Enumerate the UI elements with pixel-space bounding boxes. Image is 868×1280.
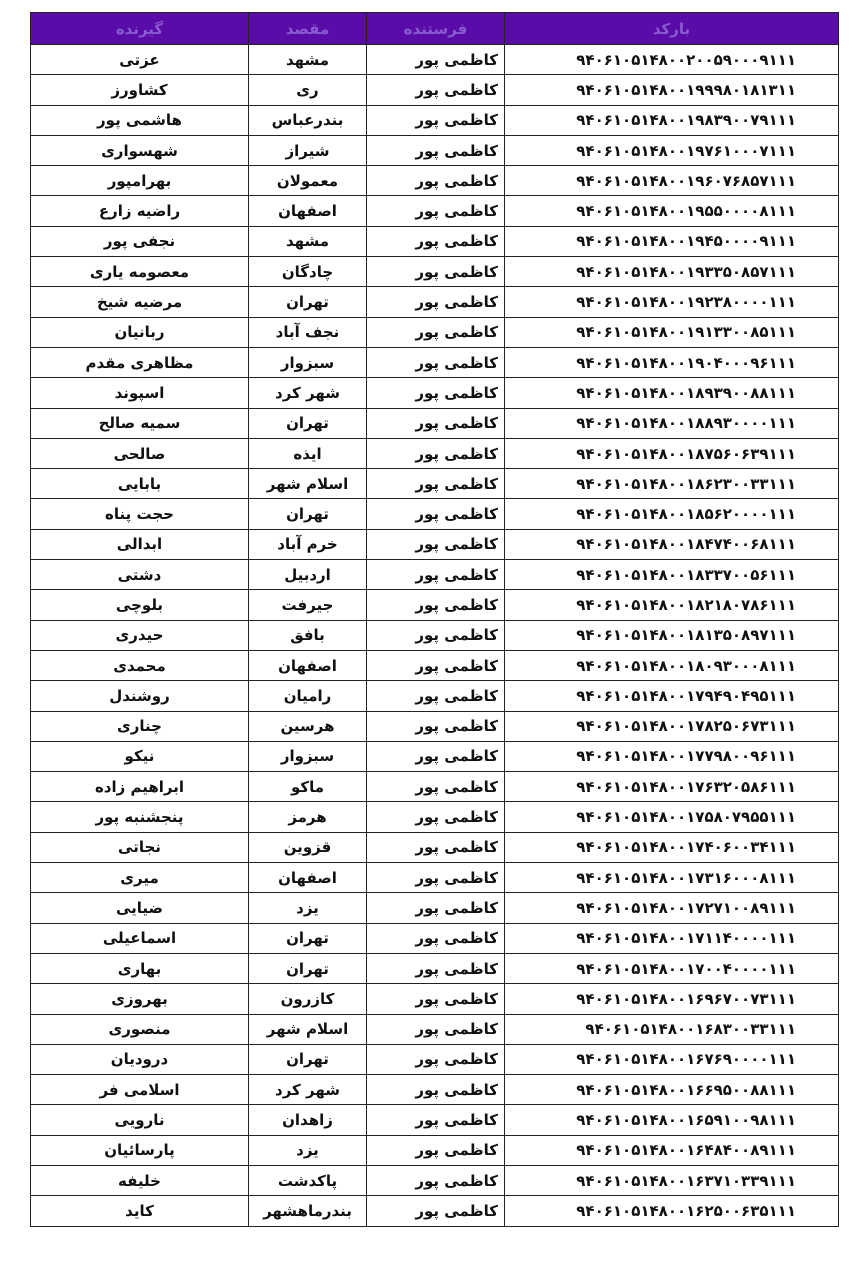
barcode-cell: ۹۴۰۶۱۰۵۱۴۸۰۰۱۸۰۹۳۰۰۰۸۱۱۱	[505, 650, 839, 680]
receiver-cell: مظاهری مقدم	[31, 347, 249, 377]
receiver-cell: روشندل	[31, 681, 249, 711]
destination-cell: بندرماهشهر	[249, 1196, 367, 1226]
table-row	[31, 711, 839, 741]
destination-cell: اردبیل	[249, 560, 367, 590]
destination-cell: اسلام شهر	[249, 469, 367, 499]
receiver-cell: راضیه زارع	[31, 196, 249, 226]
barcode-cell: ۹۴۰۶۱۰۵۱۴۸۰۰۱۶۸۳۰۰۳۳۱۱۱	[505, 1014, 839, 1044]
receiver-cell: سمیه صالح	[31, 408, 249, 438]
header-barcode: بارکد	[505, 13, 839, 45]
destination-cell: مشهد	[249, 45, 367, 75]
barcode-cell: ۹۴۰۶۱۰۵۱۴۸۰۰۱۹۵۵۰۰۰۰۸۱۱۱	[505, 196, 839, 226]
table-row	[31, 166, 839, 196]
barcode-cell: ۹۴۰۶۱۰۵۱۴۸۰۰۱۷۷۹۸۰۰۹۶۱۱۱	[505, 741, 839, 771]
sender-cell: کاظمی پور	[367, 257, 505, 287]
barcode-cell: ۹۴۰۶۱۰۵۱۴۸۰۰۱۹۹۹۸۰۱۸۱۳۱۱	[505, 75, 839, 105]
barcode-cell: ۹۴۰۶۱۰۵۱۴۸۰۰۱۸۷۵۶۰۶۳۹۱۱۱	[505, 438, 839, 468]
table-row	[31, 378, 839, 408]
destination-cell: چادگان	[249, 257, 367, 287]
sender-cell: کاظمی پور	[367, 105, 505, 135]
receiver-cell: هاشمی پور	[31, 105, 249, 135]
table-row	[31, 1105, 839, 1135]
receiver-cell: درودیان	[31, 1044, 249, 1074]
table-row	[31, 1014, 839, 1044]
sender-cell: کاظمی پور	[367, 711, 505, 741]
table-row	[31, 772, 839, 802]
receiver-cell: حجت پناه	[31, 499, 249, 529]
receiver-cell: شهسواری	[31, 135, 249, 165]
shipment-sheet	[30, 12, 838, 1227]
sender-cell: کاظمی پور	[367, 923, 505, 953]
sender-cell: کاظمی پور	[367, 1135, 505, 1165]
receiver-cell: بابایی	[31, 469, 249, 499]
barcode-cell: ۹۴۰۶۱۰۵۱۴۸۰۰۱۸۶۲۳۰۰۳۳۱۱۱	[505, 469, 839, 499]
destination-cell: تهران	[249, 1044, 367, 1074]
receiver-cell: پنجشنبه پور	[31, 802, 249, 832]
receiver-cell: نجاتی	[31, 832, 249, 862]
barcode-cell: ۹۴۰۶۱۰۵۱۴۸۰۰۱۶۵۹۱۰۰۹۸۱۱۱	[505, 1105, 839, 1135]
destination-cell: سبزوار	[249, 347, 367, 377]
destination-cell: تهران	[249, 499, 367, 529]
receiver-cell: نارویی	[31, 1105, 249, 1135]
destination-cell: تهران	[249, 287, 367, 317]
header-sender: فرستنده	[367, 13, 505, 45]
destination-cell: سبزوار	[249, 741, 367, 771]
barcode-cell: ۹۴۰۶۱۰۵۱۴۸۰۰۱۹۸۳۹۰۰۷۹۱۱۱	[505, 105, 839, 135]
receiver-cell: نیکو	[31, 741, 249, 771]
table-row	[31, 1075, 839, 1105]
table-row	[31, 347, 839, 377]
destination-cell: معمولان	[249, 166, 367, 196]
destination-cell: مشهد	[249, 226, 367, 256]
header-destination: مقصد	[249, 13, 367, 45]
barcode-cell: ۹۴۰۶۱۰۵۱۴۸۰۰۱۶۳۷۱۰۳۳۹۱۱۱	[505, 1165, 839, 1195]
table-row	[31, 650, 839, 680]
destination-cell: زاهدان	[249, 1105, 367, 1135]
receiver-cell: اسلامی فر	[31, 1075, 249, 1105]
destination-cell: تهران	[249, 923, 367, 953]
destination-cell: بافق	[249, 620, 367, 650]
barcode-cell: ۹۴۰۶۱۰۵۱۴۸۰۰۱۶۷۶۹۰۰۰۰۱۱۱	[505, 1044, 839, 1074]
receiver-cell: مرضیه شیخ	[31, 287, 249, 317]
sender-cell: کاظمی پور	[367, 529, 505, 559]
destination-cell: بندرعباس	[249, 105, 367, 135]
receiver-cell: عزتی	[31, 45, 249, 75]
barcode-cell: ۹۴۰۶۱۰۵۱۴۸۰۰۱۸۱۳۵۰۸۹۷۱۱۱	[505, 620, 839, 650]
table-row	[31, 1196, 839, 1226]
barcode-cell: ۹۴۰۶۱۰۵۱۴۸۰۰۱۷۴۰۶۰۰۳۴۱۱۱	[505, 832, 839, 862]
sender-cell: کاظمی پور	[367, 347, 505, 377]
sender-cell: کاظمی پور	[367, 650, 505, 680]
sender-cell: کاظمی پور	[367, 75, 505, 105]
barcode-cell: ۹۴۰۶۱۰۵۱۴۸۰۰۱۷۶۳۲۰۵۸۶۱۱۱	[505, 772, 839, 802]
table-row	[31, 802, 839, 832]
table-row	[31, 408, 839, 438]
sender-cell: کاظمی پور	[367, 378, 505, 408]
destination-cell: شهر کرد	[249, 378, 367, 408]
sender-cell: کاظمی پور	[367, 226, 505, 256]
destination-cell: هرمز	[249, 802, 367, 832]
destination-cell: نجف آباد	[249, 317, 367, 347]
table-row	[31, 529, 839, 559]
receiver-cell: کشاورز	[31, 75, 249, 105]
sender-cell: کاظمی پور	[367, 772, 505, 802]
destination-cell: شیراز	[249, 135, 367, 165]
barcode-cell: ۹۴۰۶۱۰۵۱۴۸۰۰۱۹۶۰۷۶۸۵۷۱۱۱	[505, 166, 839, 196]
sender-cell: کاظمی پور	[367, 832, 505, 862]
receiver-cell: حیدری	[31, 620, 249, 650]
sender-cell: کاظمی پور	[367, 953, 505, 983]
barcode-cell: ۹۴۰۶۱۰۵۱۴۸۰۰۱۹۰۴۰۰۰۹۶۱۱۱	[505, 347, 839, 377]
destination-cell: هرسین	[249, 711, 367, 741]
sender-cell: کاظمی پور	[367, 408, 505, 438]
sender-cell: کاظمی پور	[367, 863, 505, 893]
receiver-cell: چناری	[31, 711, 249, 741]
table-row	[31, 681, 839, 711]
barcode-cell: ۹۴۰۶۱۰۵۱۴۸۰۰۱۹۳۳۵۰۸۵۷۱۱۱	[505, 257, 839, 287]
sender-cell: کاظمی پور	[367, 893, 505, 923]
sender-cell: کاظمی پور	[367, 1196, 505, 1226]
table-row	[31, 923, 839, 953]
header-row	[31, 13, 839, 45]
sender-cell: کاظمی پور	[367, 560, 505, 590]
table-row	[31, 893, 839, 923]
receiver-cell: بهرامپور	[31, 166, 249, 196]
barcode-cell: ۹۴۰۶۱۰۵۱۴۸۰۰۱۹۷۶۱۰۰۰۷۱۱۱	[505, 135, 839, 165]
barcode-cell: ۹۴۰۶۱۰۵۱۴۸۰۰۱۶۲۵۰۰۶۳۵۱۱۱	[505, 1196, 839, 1226]
table-row	[31, 560, 839, 590]
table-row	[31, 469, 839, 499]
table-row	[31, 499, 839, 529]
receiver-cell: نجفی پور	[31, 226, 249, 256]
destination-cell: اسلام شهر	[249, 1014, 367, 1044]
destination-cell: یزد	[249, 1135, 367, 1165]
destination-cell: جیرفت	[249, 590, 367, 620]
sender-cell: کاظمی پور	[367, 1014, 505, 1044]
destination-cell: اصفهان	[249, 650, 367, 680]
barcode-cell: ۹۴۰۶۱۰۵۱۴۸۰۰۱۸۲۱۸۰۷۸۶۱۱۱	[505, 590, 839, 620]
receiver-cell: صالحی	[31, 438, 249, 468]
barcode-cell: ۹۴۰۶۱۰۵۱۴۸۰۰۱۸۵۶۲۰۰۰۰۱۱۱	[505, 499, 839, 529]
sender-cell: کاظمی پور	[367, 741, 505, 771]
barcode-cell: ۹۴۰۶۱۰۵۱۴۸۰۰۱۶۴۸۴۰۰۸۹۱۱۱	[505, 1135, 839, 1165]
destination-cell: تهران	[249, 953, 367, 983]
sender-cell: کاظمی پور	[367, 1044, 505, 1074]
sender-cell: کاظمی پور	[367, 590, 505, 620]
sender-cell: کاظمی پور	[367, 45, 505, 75]
barcode-cell: ۹۴۰۶۱۰۵۱۴۸۰۰۲۰۰۵۹۰۰۰۹۱۱۱	[505, 45, 839, 75]
destination-cell: پاکدشت	[249, 1165, 367, 1195]
receiver-cell: منصوری	[31, 1014, 249, 1044]
table-row	[31, 196, 839, 226]
sender-cell: کاظمی پور	[367, 681, 505, 711]
sender-cell: کاظمی پور	[367, 166, 505, 196]
sender-cell: کاظمی پور	[367, 135, 505, 165]
barcode-cell: ۹۴۰۶۱۰۵۱۴۸۰۰۱۷۹۴۹۰۴۹۵۱۱۱	[505, 681, 839, 711]
barcode-cell: ۹۴۰۶۱۰۵۱۴۸۰۰۱۷۱۱۴۰۰۰۰۱۱۱	[505, 923, 839, 953]
table-row	[31, 257, 839, 287]
barcode-cell: ۹۴۰۶۱۰۵۱۴۸۰۰۱۸۳۳۷۰۰۵۶۱۱۱	[505, 560, 839, 590]
table-row	[31, 135, 839, 165]
sender-cell: کاظمی پور	[367, 499, 505, 529]
table-row	[31, 832, 839, 862]
barcode-cell: ۹۴۰۶۱۰۵۱۴۸۰۰۱۶۶۹۵۰۰۸۸۱۱۱	[505, 1075, 839, 1105]
destination-cell: ماکو	[249, 772, 367, 802]
table-row	[31, 953, 839, 983]
table-header	[31, 13, 839, 45]
barcode-cell: ۹۴۰۶۱۰۵۱۴۸۰۰۱۷۸۲۵۰۶۷۳۱۱۱	[505, 711, 839, 741]
table-row	[31, 226, 839, 256]
barcode-cell: ۹۴۰۶۱۰۵۱۴۸۰۰۱۶۹۶۷۰۰۷۳۱۱۱	[505, 984, 839, 1014]
destination-cell: خرم آباد	[249, 529, 367, 559]
destination-cell: اصفهان	[249, 863, 367, 893]
table-row	[31, 620, 839, 650]
receiver-cell: معصومه یاری	[31, 257, 249, 287]
table-body	[31, 45, 839, 1227]
receiver-cell: دشتی	[31, 560, 249, 590]
table-row	[31, 741, 839, 771]
receiver-cell: ابدالی	[31, 529, 249, 559]
sender-cell: کاظمی پور	[367, 438, 505, 468]
sender-cell: کاظمی پور	[367, 802, 505, 832]
receiver-cell: بهاری	[31, 953, 249, 983]
destination-cell: کازرون	[249, 984, 367, 1014]
table-row	[31, 75, 839, 105]
barcode-cell: ۹۴۰۶۱۰۵۱۴۸۰۰۱۷۳۱۶۰۰۰۸۱۱۱	[505, 863, 839, 893]
receiver-cell: محمدی	[31, 650, 249, 680]
destination-cell: اصفهان	[249, 196, 367, 226]
receiver-cell: ضیایی	[31, 893, 249, 923]
receiver-cell: کاید	[31, 1196, 249, 1226]
destination-cell: ری	[249, 75, 367, 105]
receiver-cell: پارسائیان	[31, 1135, 249, 1165]
receiver-cell: بلوچی	[31, 590, 249, 620]
sender-cell: کاظمی پور	[367, 196, 505, 226]
header-receiver: گیرنده	[31, 13, 249, 45]
barcode-cell: ۹۴۰۶۱۰۵۱۴۸۰۰۱۹۲۳۸۰۰۰۰۱۱۱	[505, 287, 839, 317]
sender-cell: کاظمی پور	[367, 1165, 505, 1195]
sender-cell: کاظمی پور	[367, 1105, 505, 1135]
receiver-cell: خلیفه	[31, 1165, 249, 1195]
table-row	[31, 287, 839, 317]
table-row	[31, 1135, 839, 1165]
destination-cell: تهران	[249, 408, 367, 438]
barcode-cell: ۹۴۰۶۱۰۵۱۴۸۰۰۱۸۸۹۳۰۰۰۰۱۱۱	[505, 408, 839, 438]
receiver-cell: ربانیان	[31, 317, 249, 347]
receiver-cell: میری	[31, 863, 249, 893]
table-row	[31, 590, 839, 620]
table-row	[31, 984, 839, 1014]
table-row	[31, 438, 839, 468]
barcode-cell: ۹۴۰۶۱۰۵۱۴۸۰۰۱۹۴۵۰۰۰۰۹۱۱۱	[505, 226, 839, 256]
sender-cell: کاظمی پور	[367, 620, 505, 650]
sender-cell: کاظمی پور	[367, 1075, 505, 1105]
receiver-cell: بهروزی	[31, 984, 249, 1014]
receiver-cell: اسماعیلی	[31, 923, 249, 953]
barcode-cell: ۹۴۰۶۱۰۵۱۴۸۰۰۱۷۵۸۰۷۹۵۵۱۱۱	[505, 802, 839, 832]
table-row	[31, 105, 839, 135]
barcode-cell: ۹۴۰۶۱۰۵۱۴۸۰۰۱۹۱۳۳۰۰۸۵۱۱۱	[505, 317, 839, 347]
sender-cell: کاظمی پور	[367, 469, 505, 499]
table-row	[31, 1165, 839, 1195]
barcode-cell: ۹۴۰۶۱۰۵۱۴۸۰۰۱۸۴۷۴۰۰۶۸۱۱۱	[505, 529, 839, 559]
receiver-cell: ابراهیم زاده	[31, 772, 249, 802]
destination-cell: شهر کرد	[249, 1075, 367, 1105]
table-row	[31, 45, 839, 75]
destination-cell: یزد	[249, 893, 367, 923]
sender-cell: کاظمی پور	[367, 317, 505, 347]
destination-cell: قزوین	[249, 832, 367, 862]
table-row	[31, 317, 839, 347]
shipment-table	[30, 12, 839, 1227]
destination-cell: ایذه	[249, 438, 367, 468]
destination-cell: رامیان	[249, 681, 367, 711]
barcode-cell: ۹۴۰۶۱۰۵۱۴۸۰۰۱۷۰۰۴۰۰۰۰۱۱۱	[505, 953, 839, 983]
barcode-cell: ۹۴۰۶۱۰۵۱۴۸۰۰۱۸۹۳۹۰۰۸۸۱۱۱	[505, 378, 839, 408]
table-row	[31, 1044, 839, 1074]
table-row	[31, 863, 839, 893]
sender-cell: کاظمی پور	[367, 984, 505, 1014]
receiver-cell: اسپوند	[31, 378, 249, 408]
sender-cell: کاظمی پور	[367, 287, 505, 317]
barcode-cell: ۹۴۰۶۱۰۵۱۴۸۰۰۱۷۲۷۱۰۰۸۹۱۱۱	[505, 893, 839, 923]
